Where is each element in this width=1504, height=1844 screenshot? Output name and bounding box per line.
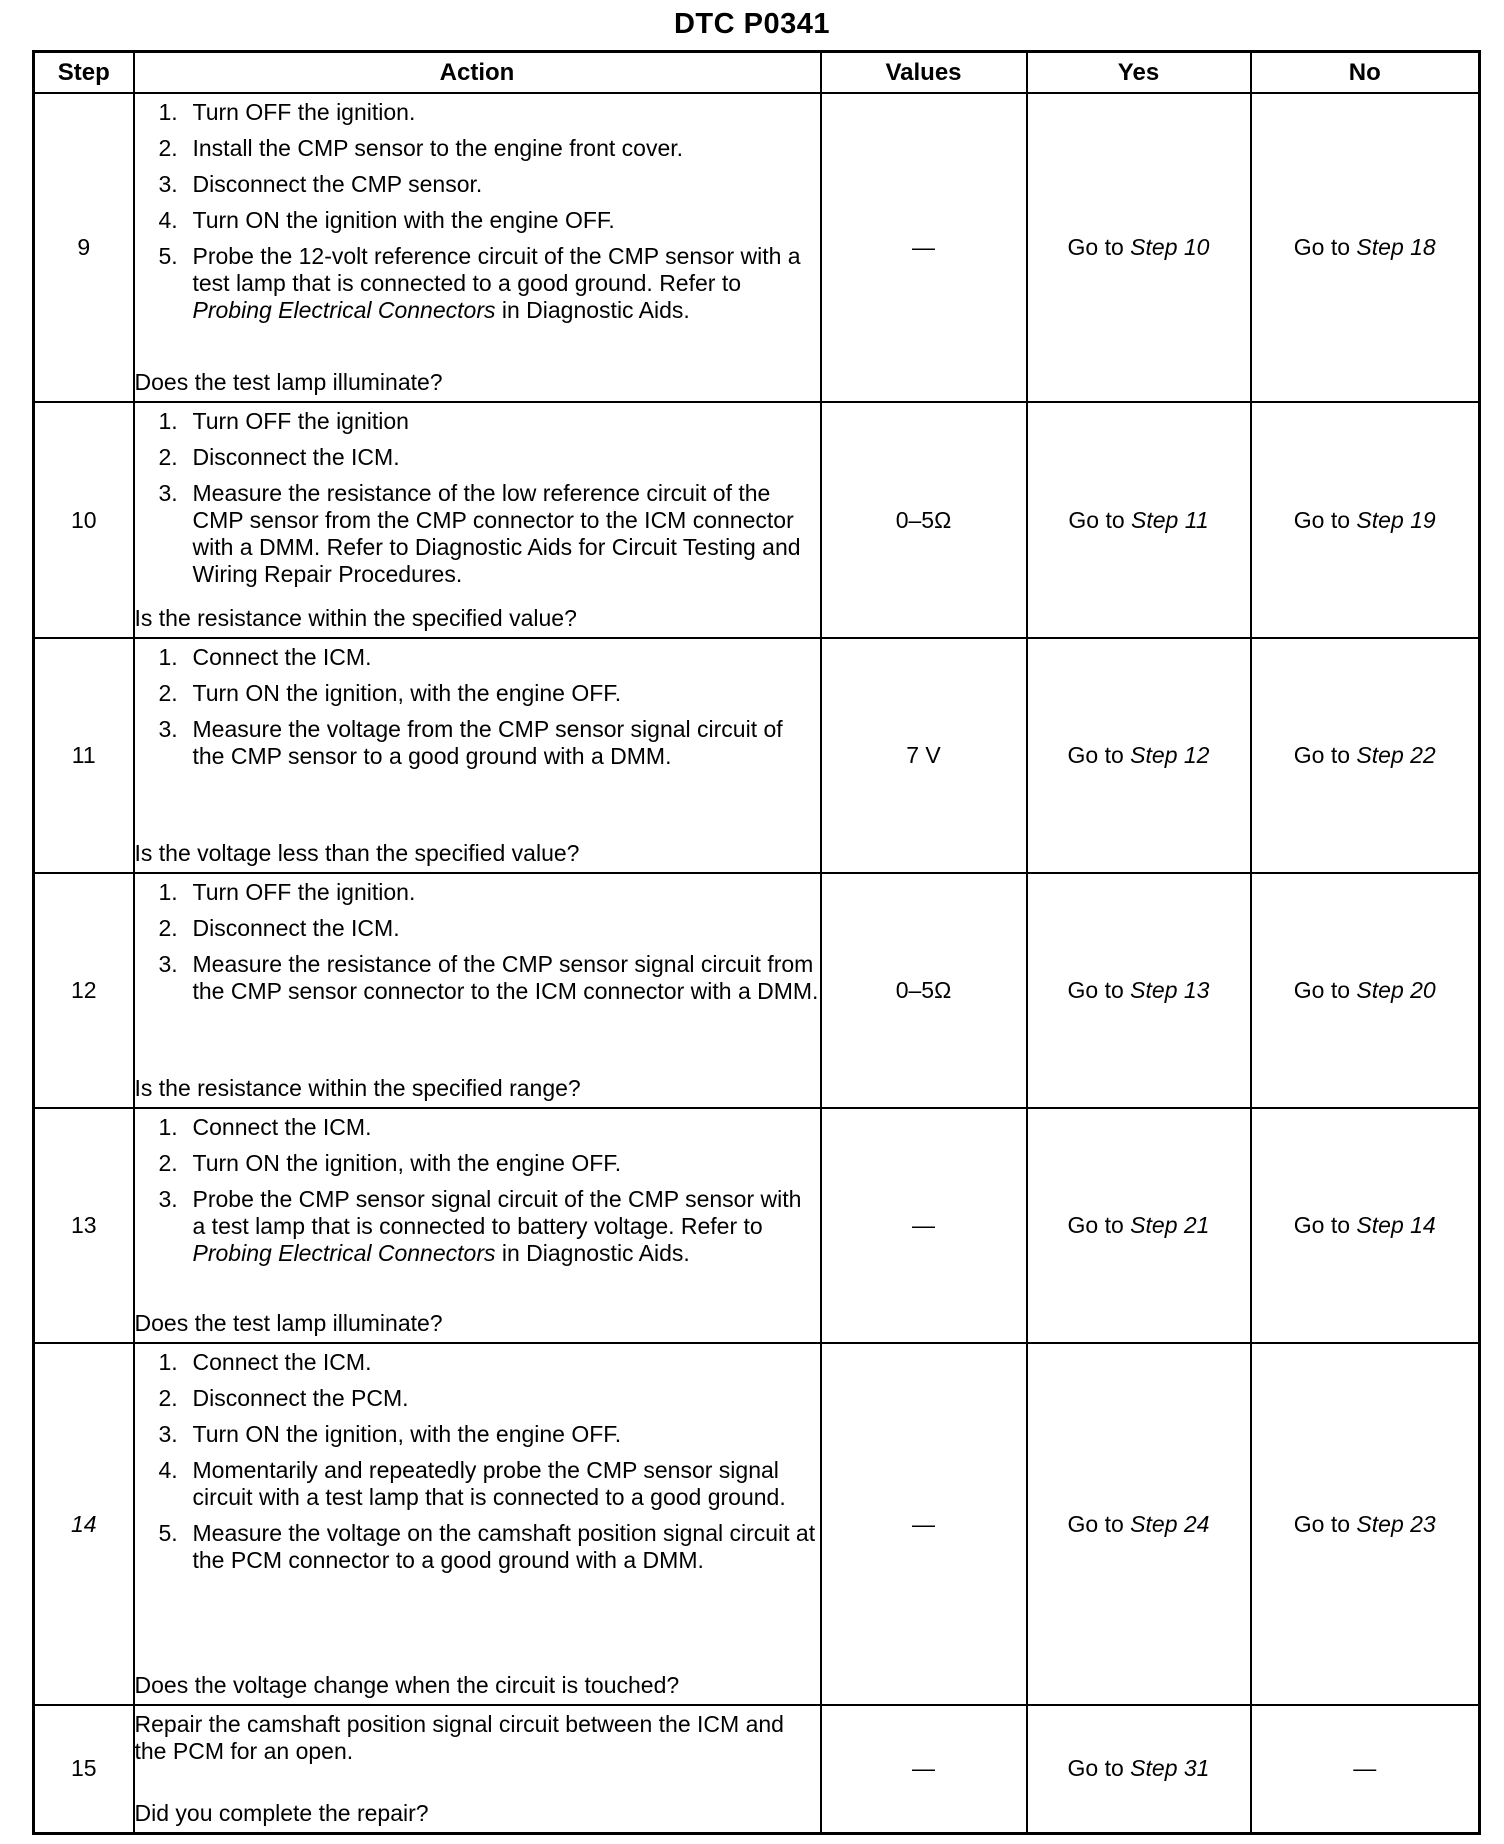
action-cell <box>134 1108 821 1343</box>
action-cell <box>134 1705 821 1833</box>
no-cell: Go to Step 18 <box>1251 93 1480 402</box>
step-number: 15 <box>34 1705 134 1833</box>
table-row <box>34 1108 1480 1343</box>
document-title: DTC P0341 <box>673 8 830 40</box>
action-item: 2. Turn ON the ignition, with the engine OFF. <box>158 680 622 706</box>
table-row <box>34 638 1480 873</box>
action-question: Is the resistance within the specified range? <box>134 1075 581 1101</box>
step-number: 10 <box>34 402 134 638</box>
value-cell: — <box>821 93 1027 402</box>
action-item: 2. Disconnect the PCM. <box>158 1385 409 1411</box>
table-row <box>34 402 1480 638</box>
no-cell: Go to Step 19 <box>1251 402 1480 638</box>
yes-cell: Go to Step 12 <box>1027 638 1251 873</box>
yes-cell: Go to Step 13 <box>1027 873 1251 1108</box>
action-item: 3. Measure the resistance of the CMP sensor signal circuit from the CMP sensor connector to the ICM connector with a DMM. <box>158 951 819 1004</box>
action-cell <box>134 93 821 402</box>
table-row <box>34 1705 1480 1833</box>
table-row <box>34 873 1480 1108</box>
header-action: Action <box>134 52 821 94</box>
diagnostic-table <box>32 50 1481 1835</box>
yes-cell: Go to Step 10 <box>1027 93 1251 402</box>
action-question: Does the test lamp illuminate? <box>134 369 443 395</box>
action-item: 4. Turn ON the ignition with the engine OFF. <box>158 207 615 233</box>
action-cell <box>134 638 821 873</box>
action-item: 5. Measure the voltage on the camshaft position signal circuit at the PCM connector to a good ground with a DMM. <box>158 1520 816 1573</box>
action-question: Did you complete the repair? <box>134 1799 429 1826</box>
action-question: Does the test lamp illuminate? <box>134 1310 443 1336</box>
header-step: Step <box>34 52 134 94</box>
action-item: 1. Turn OFF the ignition <box>158 408 409 434</box>
table-row <box>34 1343 1480 1705</box>
step-number: 11 <box>34 638 134 873</box>
value-cell: 7 V <box>821 638 1027 873</box>
action-item: 1. Connect the ICM. <box>158 1349 372 1375</box>
action-item: 3. Measure the voltage from the CMP sensor signal circuit of the CMP sensor to a good ground with a DMM. <box>158 716 783 769</box>
no-cell: Go to Step 22 <box>1251 638 1480 873</box>
action-question: Does the voltage change when the circuit is touched? <box>134 1672 680 1698</box>
header-no: No <box>1251 52 1480 94</box>
step-number: 9 <box>34 93 134 402</box>
value-cell: 0–5Ω <box>821 402 1027 638</box>
step-number: 14 <box>34 1343 134 1705</box>
no-cell: Go to Step 23 <box>1251 1343 1480 1705</box>
value-cell: — <box>821 1343 1027 1705</box>
value-cell: — <box>821 1705 1027 1833</box>
action-item: 2. Turn ON the ignition, with the engine OFF. <box>158 1150 622 1176</box>
no-cell: Go to Step 14 <box>1251 1108 1480 1343</box>
action-question: Is the resistance within the specified value? <box>134 605 577 631</box>
action-item: 2. Disconnect the ICM. <box>158 915 400 941</box>
table-row <box>34 93 1480 402</box>
yes-cell: Go to Step 31 <box>1027 1705 1251 1833</box>
action-question: Is the voltage less than the specified value? <box>134 840 580 866</box>
yes-cell: Go to Step 21 <box>1027 1108 1251 1343</box>
action-item: 3. Measure the resistance of the low reference circuit of the CMP sensor from the CMP connector to the ICM connector with a DMM. Refer to Diagnostic Aids for Circuit Testing and Wiring Repair Procedures. <box>158 480 801 587</box>
header-yes: Yes <box>1027 52 1251 94</box>
action-item: 2. Disconnect the ICM. <box>158 444 400 470</box>
value-cell: 0–5Ω <box>821 873 1027 1108</box>
action-item: 2. Install the CMP sensor to the engine front cover. <box>158 135 684 161</box>
yes-cell: Go to Step 11 <box>1027 402 1251 638</box>
action-item: 1. Turn OFF the ignition. <box>158 99 416 125</box>
yes-cell: Go to Step 24 <box>1027 1343 1251 1705</box>
action-cell <box>134 873 821 1108</box>
no-cell: — <box>1251 1705 1480 1833</box>
action-item: 3. Disconnect the CMP sensor. <box>158 171 483 197</box>
action-item: 4. Momentarily and repeatedly probe the CMP sensor signal circuit with a test lamp that is connected to a good ground. <box>158 1457 786 1510</box>
header-row <box>34 52 1480 94</box>
action-item: 1. Connect the ICM. <box>158 644 372 670</box>
action-item: 3. Probe the CMP sensor signal circuit of the CMP sensor with a test lamp that is connected to battery voltage. Refer to Probing Electrical Connectors in Diagnostic Aids. <box>158 1186 802 1266</box>
step-number: 13 <box>34 1108 134 1343</box>
action-cell <box>134 1343 821 1705</box>
no-cell: Go to Step 20 <box>1251 873 1480 1108</box>
action-cell <box>134 402 821 638</box>
value-cell: — <box>821 1108 1027 1343</box>
action-item: 5. Probe the 12-volt reference circuit of the CMP sensor with a test lamp that is connected to a good ground. Refer to Probing Electrical Connectors in Diagnostic Aids. <box>158 243 801 323</box>
step-number: 12 <box>34 873 134 1108</box>
action-text: Repair the camshaft position signal circuit between the ICM and the PCM for an open. <box>134 1710 784 1764</box>
action-item: 1. Turn OFF the ignition. <box>158 879 416 905</box>
action-item: 3. Turn ON the ignition, with the engine OFF. <box>158 1421 622 1447</box>
action-item: 1. Connect the ICM. <box>158 1114 372 1140</box>
header-values: Values <box>821 52 1027 94</box>
